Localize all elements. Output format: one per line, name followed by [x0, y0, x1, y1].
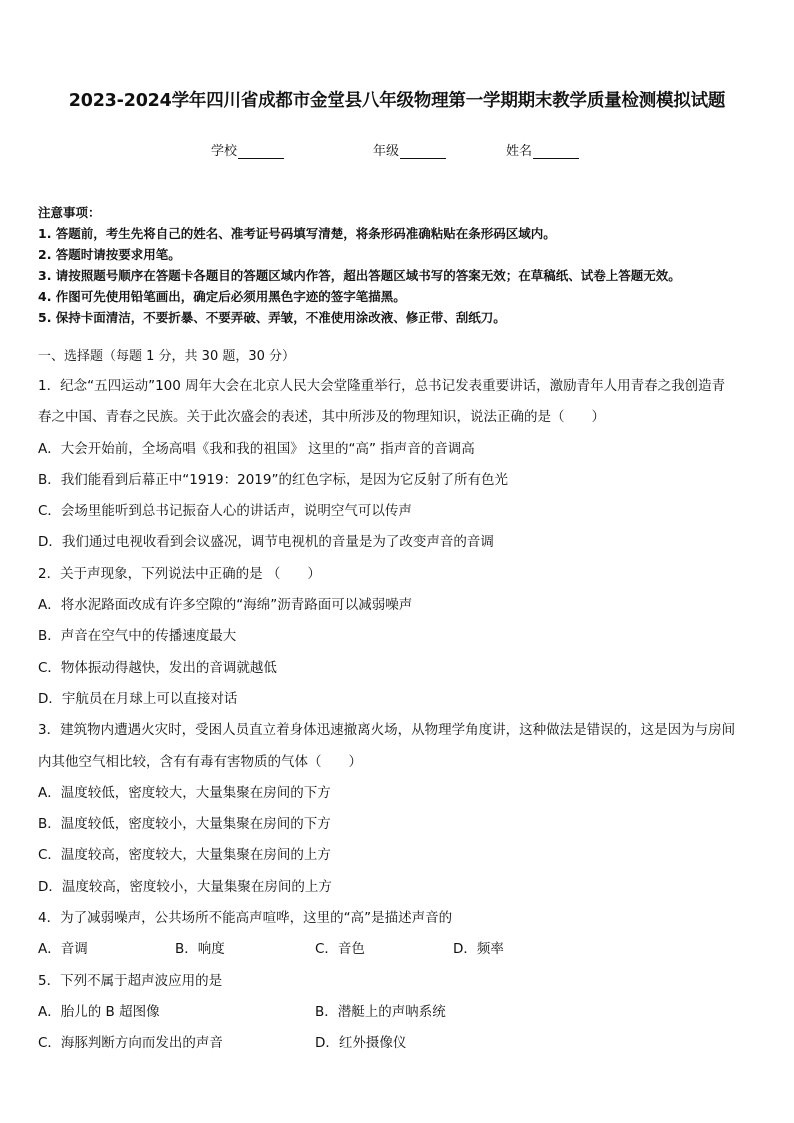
question-1-option-d: D．我们通过电视收看到会议盛况，调节电视机的音量是为了改变声音的音调 [38, 534, 494, 551]
question-1-stem-line-1: 1．纪念“五四运动”100 周年大会在北京人民大会堂隆重举行，总书记发表重要讲话，激励青年人用青春之我创造青 [38, 378, 726, 394]
question-1-option-c: C．会场里能听到总书记振奋人心的讲话声，说明空气可以传声 [38, 503, 412, 520]
question-3-stem-line-1: 3．建筑物内遭遇火灾时，受困人员直立着身体迅速撤离火场，从物理学角度讲，这种做法是错误的，这是因为与房间 [38, 722, 736, 739]
question-3-option-c: C．温度较高，密度较大，大量集聚在房间的上方 [38, 847, 331, 864]
school-label: 学校 [211, 144, 238, 159]
question-5-stem: 5．下列不属于超声波应用的是 [38, 972, 223, 989]
question-5-options-row-2 [38, 1028, 764, 1059]
notice-item: 2. 答题时请按要求用笔。 [38, 247, 181, 262]
school-blank [238, 145, 284, 159]
school-field [211, 140, 284, 159]
exam-title: 2023-2024学年四川省成都市金堂县八年级物理第一学期期末教学质量检测模拟试题 [68, 91, 726, 111]
grade-field [373, 140, 446, 159]
question-1-stem-line-2: 春之中国、青春之民族。关于此次盛会的表述，其中所涉及的物理知识，说法正确的是（ ） [38, 409, 605, 426]
section-heading: 一、选择题（每题 1 分，共 30 题，30 分） [38, 349, 296, 364]
grade-blank [400, 145, 446, 159]
question-5-option-a: A．胎儿的 B 超图像 [38, 1003, 160, 1020]
question-1-option-b: B．我们能看到后幕正中“1919：2019”的红色字标，是因为它反射了所有色光 [38, 471, 508, 488]
question-2-stem: 2．关于声现象，下列说法中正确的是 （ ） [38, 565, 321, 582]
question-5-option-b: B．潜艇上的声呐系统 [315, 1003, 446, 1020]
question-3-option-a: A．温度较低，密度较大，大量集聚在房间的下方 [38, 784, 331, 801]
question-5-options-row-1 [38, 997, 764, 1028]
notice-heading: 注意事项： [38, 205, 101, 220]
question-3-option-d: D．温度较高，密度较小，大量集聚在房间的上方 [38, 878, 332, 895]
name-label: 姓名 [506, 144, 533, 159]
question-4-stem: 4．为了减弱噪声，公共场所不能高声喧哗，这里的“高”是描述声音的 [38, 910, 453, 927]
question-4-option-d: D．频率 [453, 941, 504, 958]
notice-item: 3. 请按照题号顺序在答题卡各题目的答题区域内作答，超出答题区域书写的答案无效；在草稿纸、试卷上答题无效。 [38, 268, 681, 283]
notice-item: 4. 作图可先使用铅笔画出，确定后必须用黑色字迹的签字笔描黑。 [38, 289, 406, 304]
question-5-option-c: C．海豚判断方向而发出的声音 [38, 1035, 223, 1052]
question-5-option-d: D．红外摄像仪 [315, 1035, 407, 1052]
question-2-option-d: D．宇航员在月球上可以直接对话 [38, 690, 238, 707]
student-info-line [0, 140, 794, 160]
question-4-options [38, 934, 764, 965]
question-2-option-c: C．物体振动得越快，发出的音调就越低 [38, 659, 277, 676]
question-list [38, 371, 764, 1060]
question-4-option-b: B．响度 [175, 941, 225, 958]
question-2-option-b: B．声音在空气中的传播速度最大 [38, 628, 237, 645]
notice-item: 1. 答题前，考生先将自己的姓名、准考证号码填写清楚，将条形码准确粘贴在条形码区域内。 [38, 226, 556, 241]
notice-item: 5. 保持卡面清洁，不要折暴、不要弄破、弄皱，不准使用涂改液、修正带、刮纸刀。 [38, 310, 506, 325]
name-field [506, 140, 579, 159]
name-blank [533, 145, 579, 159]
question-3-stem-line-2: 内其他空气相比较，含有有毒有害物质的气体（ ） [38, 753, 362, 770]
question-2-option-a: A．将水泥路面改成有许多空隙的“海绵”沥青路面可以减弱噪声 [38, 597, 413, 614]
question-1-option-a: A．大会开始前，全场高唱《我和我的祖国》 这里的“高” 指声音的音调高 [38, 440, 475, 457]
notice-block [38, 202, 768, 328]
question-4-option-c: C．音色 [315, 941, 365, 958]
question-4-option-a: A．音调 [38, 941, 88, 958]
grade-label: 年级 [373, 144, 400, 159]
question-3-option-b: B．温度较低，密度较小，大量集聚在房间的下方 [38, 816, 331, 833]
